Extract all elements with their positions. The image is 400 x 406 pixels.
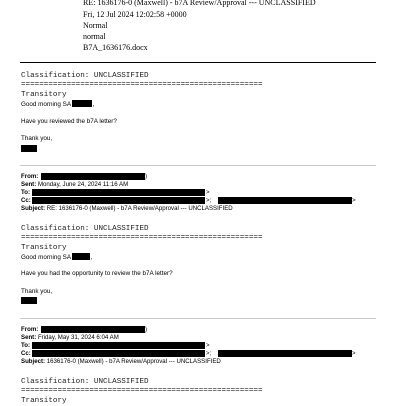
subject-label: Subject: xyxy=(21,358,46,365)
subject-value: 1636176-0 (Maxwell) - b7A Review/Approval --- UNCLASSIFIED xyxy=(46,358,221,365)
from-label: From: xyxy=(21,173,39,180)
cc-redaction-2 xyxy=(218,197,352,204)
message-divider xyxy=(20,165,376,166)
message1-greeting xyxy=(21,100,94,109)
message3-subject-row xyxy=(21,358,221,365)
greeting-comma: , xyxy=(90,254,93,261)
from-redaction xyxy=(41,326,148,333)
classification-line: Classification: UNCLASSIFIED xyxy=(21,225,149,233)
sent-value: Monday, June 24, 2024 11:16 AM xyxy=(37,181,129,188)
message3-sent-row xyxy=(21,334,119,341)
redaction-block xyxy=(72,100,95,108)
equals-line: ===================================================== xyxy=(21,81,263,89)
sent-label: Sent: xyxy=(21,334,37,341)
subject-label: Subject: xyxy=(21,205,46,212)
message2-from-row xyxy=(21,173,38,180)
transitory-label: Transitory xyxy=(21,91,67,99)
message2-question: Have you had the opportunity to review the b7A letter? xyxy=(21,270,173,277)
priority-value: normal xyxy=(83,32,106,41)
redaction-block xyxy=(72,253,93,261)
to-label: To: xyxy=(21,189,31,196)
message2-subject-row xyxy=(21,205,233,212)
subject-value: RE: 1636176-0 (Maxwell) - b7A Review/Approval --- UNCLASSIFIED xyxy=(46,205,233,212)
to-gt: > xyxy=(206,189,210,196)
message1-question: Have you reviewed the b7A letter? xyxy=(21,118,117,125)
greeting-text: Good morning SA xyxy=(21,254,71,261)
classification-line: Classification: UNCLASSIFIED xyxy=(21,72,149,80)
message2-greeting xyxy=(21,253,92,262)
message1-thanks: Thank you, xyxy=(21,135,53,142)
to-gt: > xyxy=(206,342,210,349)
subject-value: RE: 1636176-0 (Maxwell) - b7A Review/Approval --- UNCLASSIFIED xyxy=(83,0,316,7)
signature-redaction xyxy=(21,145,37,152)
message3-to-row xyxy=(21,342,30,349)
from-redaction xyxy=(41,173,148,180)
equals-line: ===================================================== xyxy=(21,234,263,242)
to-redaction xyxy=(32,189,205,196)
importance-value: Normal xyxy=(83,21,108,30)
cc-redaction-1 xyxy=(32,350,205,357)
cc-label: Cc: xyxy=(21,197,31,204)
cc-trailing-gt: > xyxy=(352,350,356,357)
classification-line: Classification: UNCLASSIFIED xyxy=(21,378,149,386)
cc-separator: >; xyxy=(206,197,212,204)
cc-redaction-1 xyxy=(32,197,205,204)
message-divider xyxy=(20,318,376,319)
signature-redaction xyxy=(21,297,37,304)
transitory-label: Transitory xyxy=(21,397,67,405)
from-close-paren: ) xyxy=(145,326,148,333)
greeting-comma: , xyxy=(92,101,95,108)
cc-label: Cc: xyxy=(21,350,31,357)
cc-trailing-gt: > xyxy=(352,197,356,204)
to-label: To: xyxy=(21,342,31,349)
message2-thanks: Thank you, xyxy=(21,288,53,295)
message2-to-row xyxy=(21,189,30,196)
from-label: From: xyxy=(21,326,39,333)
date-value: Fri, 12 Jul 2024 12:02:58 +0000 xyxy=(83,10,187,19)
equals-line: ===================================================== xyxy=(21,387,263,395)
message3-from-row xyxy=(21,326,38,333)
message2-sent-row xyxy=(21,181,128,188)
greeting-text: Good morning SA xyxy=(21,101,71,108)
message2-cc-row xyxy=(21,197,31,204)
to-redaction xyxy=(32,342,205,349)
sent-value: Friday, May 31, 2024 6:04 AM xyxy=(37,334,119,341)
header-divider xyxy=(20,62,376,63)
cc-redaction-2 xyxy=(218,350,352,357)
cc-separator: >; xyxy=(206,350,212,357)
message3-cc-row xyxy=(21,350,31,357)
from-close-paren: ) xyxy=(145,173,148,180)
attachments-value[interactable]: B7A_1636176.docx xyxy=(83,43,148,52)
sent-label: Sent: xyxy=(21,181,37,188)
transitory-label: Transitory xyxy=(21,244,67,252)
